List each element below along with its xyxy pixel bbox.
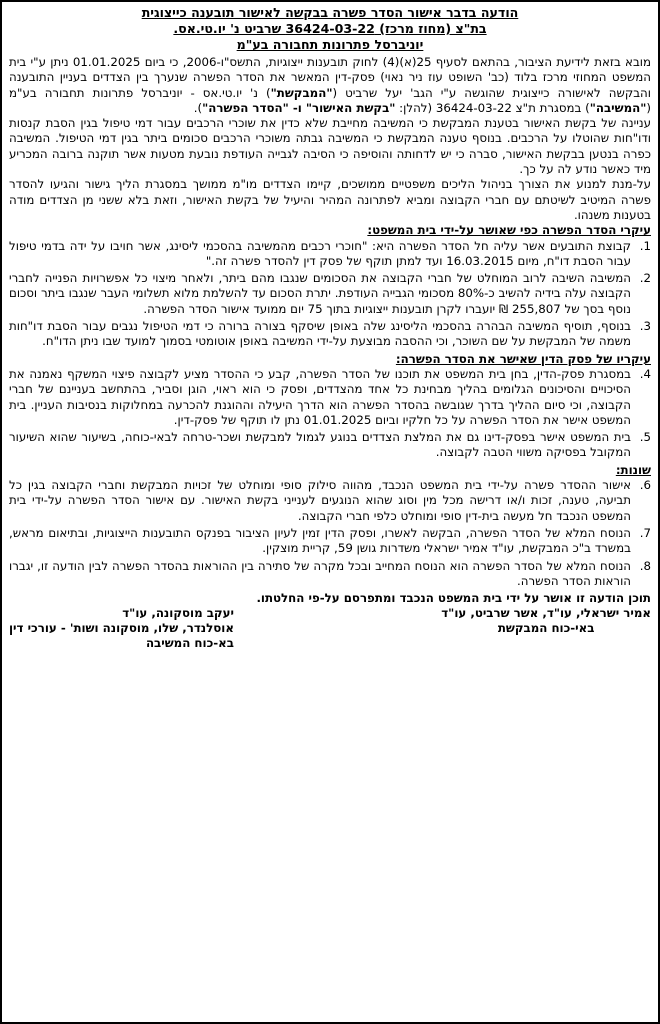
applicant-term: "המבקשת" <box>270 85 333 100</box>
section-heading-misc: שונות: <box>615 462 651 477</box>
list-item <box>9 478 651 524</box>
item-text: אישור ההסדר פשרה על-ידי בית המשפט הנכבד, מהווה סילוק סופי ומוחלט של זכויות המבקשת וחברי הקבוצה בגין כל תביעה, טענה, זכות ו/או דרישה מכל מין וסוג שהוא הנוגעים לענייני בקשת האישור. עם אישור הסדר הפשרה על-ידי בית המשפט הנכבד חל מעשה בית-דין סופי ומוחלט כלפי חברי הקבוצה. <box>9 478 631 523</box>
respondent-counsel-role: בא-כוח המשיבה <box>145 636 234 651</box>
closing-statement: תוכן הודעה זו אושר על ידי בית המשפט הנכבד ומתפרסם על-פי החלטתו. <box>256 591 651 606</box>
intro-text: ) במסגרת ת"צ 36424-03-22 (להלן: <box>395 100 590 115</box>
respondent-counsel-firm: אוסלנדר, שלו, מוסקונה ושות' - עורכי דין <box>9 621 234 636</box>
item-text: בנוסף, תוסיף המשיבה הבהרה בהסכמי הליסינג שלה באופן שיסקף בצורה ברורה כי דמי הטיפול נגבים עבור הסבת דו"חות משמה של המבקשת על שם השוכר, וכי ההסבה מבוצעת על-ידי המשיבה באופן אוטומטי בסמוך למועד שבו ניתן הדו"ח. <box>9 319 631 349</box>
list-item <box>9 367 651 428</box>
item-number: 8. <box>639 558 651 573</box>
signature-block <box>9 606 651 651</box>
list-item <box>9 239 651 270</box>
mediation-paragraph: על-מנת למנוע את הצורך בניהול הליכים משפטיים ממושכים, קיימו הצדדים מו"מ ממושך במסגרת הליך גישור והגיעו להסדר פשרה המיטיב לשיטתם עם חברי הקבוצה ומביא לפתרונה המהיר והיעיל של בקשת האישור, וזאת בלא ששני מן הצדדים מודה בטענות משנהו. <box>9 177 651 222</box>
list-item <box>9 559 651 590</box>
item-text: המשיבה השיבה לרוב המוחלט של חברי הקבוצה את הסכומים שנגבו מהם ביתר, ולאחר מיצוי כל אפשרויות הפנייה לחברי הקבוצה עלה בידיה להשיב כ-80% מסכומי הגבייה העודפת. יתרת הסכום עד להשלמת מלוא תשלומי העבר שנגבו ביתר וסכום נוסף בסך של 255,807 ₪ יועברו לקרן תובענות ייצוגיות בתוך 75 יום ממועד אישור הסדר הפשרה. <box>9 271 631 316</box>
list-item <box>9 430 651 461</box>
respondent-counsel-signature <box>9 606 234 651</box>
applicant-counsel-role: באי-כוח המבקשת <box>497 621 595 636</box>
section-heading-judgment: עיקריו של פסק הדין שאישר את הסדר הפשרה: <box>395 351 651 366</box>
intro-text: ). <box>193 100 203 115</box>
section-heading-settlement: עיקרי הסדר הפשרה כפי שאושר על-ידי בית המשפט: <box>367 223 651 238</box>
notice-title: הודעה בדבר אישור הסדר פשרה בבקשה לאישור תובענה כייצוגית <box>141 5 519 20</box>
item-text: הנוסח המלא של הסדר הפשרה, הבקשה לאשרו, ופסק הדין זמין לעיון הציבור בפנקס התובענות הייצוגיות, ובתיאום מראש, במשרד ב"כ המבקשת, עו"ד אמיר ישראלי משדרות גושן 59, קריית מוצקין. <box>9 525 631 556</box>
item-number: 5. <box>639 430 651 445</box>
list-item <box>9 319 651 350</box>
definitions-term: "בקשת האישור" ו- "הסדר הפשרה" <box>202 100 396 115</box>
item-text: קבוצת התובעים אשר עליה חל הסדר הפשרה היא: "חוכרי רכבים מהמשיבה בהסכמי ליסינג, אשר חויבו על ידה בדמי טיפול עבור הסבת דו"ח, מיום 16.03.2015 ועד למתן תוקף של פסק דין להסדר פשרה זה." <box>9 238 631 268</box>
list-item <box>9 271 651 317</box>
applicant-counsel-names: אמיר ישראלי, עו"ד, אשר שרביט, עו"ד <box>441 606 651 621</box>
case-number: בת"צ (מחוז מרכז) 36424-03-22 שרביט נ' יו.טי.אס. <box>173 21 487 36</box>
item-number: 2. <box>639 271 651 286</box>
item-number: 3. <box>639 319 651 334</box>
item-number: 1. <box>639 238 651 253</box>
item-number: 6. <box>639 478 651 493</box>
item-number: 4. <box>639 366 651 381</box>
list-item <box>9 526 651 557</box>
intro-text: ) נ' יו.טי.אס - יוניברסל פתרונות תחבורה בע"מ ( <box>9 85 651 115</box>
respondent-counsel-name: יעקב מוסקונה, עו"ד <box>122 606 234 621</box>
item-text: בית המשפט אישר בפסק-דינו גם את המלצת הצדדים בנוגע לגמול למבקשת ושכר-טרחה לבאי-כוחה, בשיעור שהוא השיעור המקובל בפסיקה משווי הטבה לקבוצה. <box>9 430 631 460</box>
respondent-name: יוניברסל פתרונות תחבורה בע"מ <box>236 37 424 52</box>
item-text: הנוסח המלא של הסדר הפשרה הוא הנוסח המחייב ובכל מקרה של סתירה בין ההוראות בהסדר הפשרה לבין הודעה זו, יגברו הוראות הסדר הפשרה. <box>9 558 631 588</box>
item-number: 7. <box>639 525 651 540</box>
applicant-counsel-signature <box>441 606 651 651</box>
intro-paragraph <box>9 55 651 116</box>
claim-paragraph: עניינה של בקשת האישור בטענת המבקשת כי המשיבה מחייבת שלא כדין את שוכרי הרכבים עבור דמי טיפול בגין הסבת קנסות ודו"חות שהוטלו על הרכבים. בנוסף טענה המבקשת כי המשיבה גבתה משוכרי הרכבים סכומים ביתר בגין דמי הטיפול. המשיבה כפרה בנטען בבקשת האישור, סברה כי יש לדחותה והוסיפה כי הסיבה לגבייה העודפת נובעת מטעות אשר תוקנה ברובה המכריע מיד כאשר נודע לה על כך. <box>9 116 651 177</box>
intro-text: מובא בזאת לידיעת הציבור, בהתאם לסעיף 25(א)(4) לחוק תובענות ייצוגיות, התשס"ו-2006, כי ביום 01.01.2025 ניתן ע"י בית המשפט המחוזי מרכז בלוד (כב' השופט עוז ניר נאוי) פסק-דין המאשר את הסדר הפשרה שנערך בין הצדדים בעניין התובענה והבקשה לאישורה כייצוגית שהוגשה ע"י הגב' יעל שרביט ( <box>9 55 651 100</box>
respondent-term: "המשיבה" <box>589 100 647 115</box>
item-text: במסגרת פסק-הדין, בחן בית המשפט את תוכנו של הסדר הפשרה, קבע כי ההסדר מציע לקבוצה פיצוי המשקף נאמנה את הסיכויים והסיכונים הגלומים בהליך מבחינת כל אחד מהצדדים, ופסק כי הוא ראוי, הוגן וסביר, בהתחשב בעניינם של חברי הקבוצה, וכי סיום ההליך בדרך שגובשה בהסדר הפשרה הוא הדרך היעילה וההוגנת להכרעה במחלוקות בנסיבות העניין. בית המשפט אישר את הסדר הפשרה על כל חלקיו וביום 01.01.2025 נתן לו תוקף של פסק-דין. <box>9 366 631 427</box>
